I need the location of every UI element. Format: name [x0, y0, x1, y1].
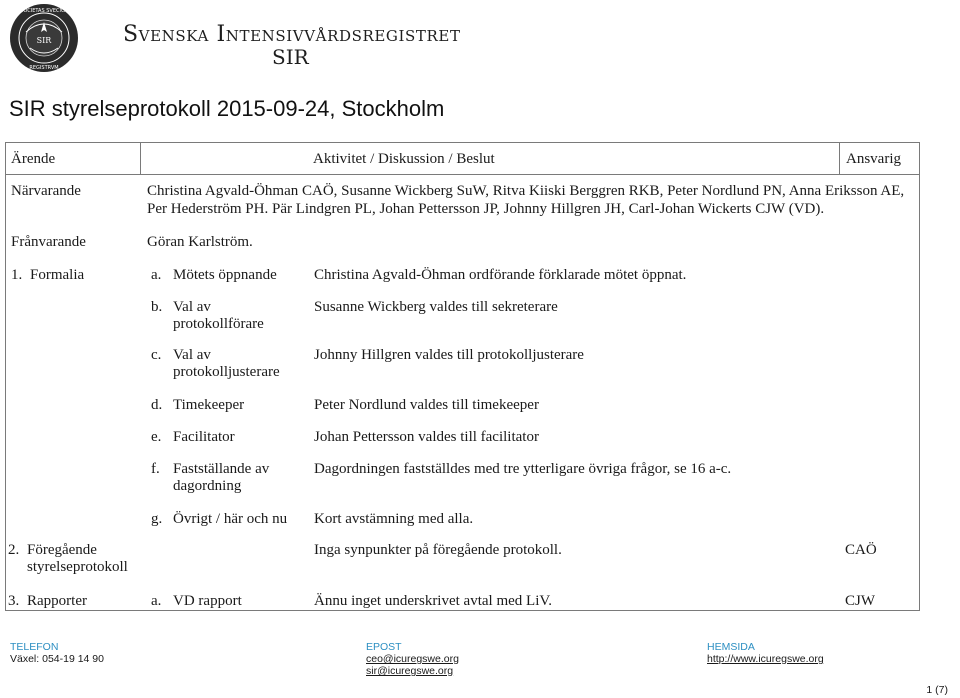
sub-item-title-line-1: Fastställande av	[173, 461, 270, 477]
item-text: Susanne Wickberg valdes till sekreterare	[314, 299, 558, 315]
narvarande-line-2: Per Hederström PH. Pär Lindgren PL, Johan Pettersson JP, Johnny Hillgren JH, Carl-Johan Wickerts CJW (VD).	[147, 201, 825, 217]
email-link-sir[interactable]: sir@icuregswe.org	[366, 665, 454, 677]
sub-item-title: Övrigt / här och nu	[173, 511, 288, 527]
footer-hemsida	[707, 641, 824, 665]
footer-epost-label: EPOST	[366, 641, 402, 653]
sub-item-title-line-1: Val av	[173, 347, 211, 363]
footer-epost	[366, 641, 459, 677]
item-text: Dagordningen fastställdes med tre ytterligare övriga frågor, se 16 a-c.	[314, 461, 732, 477]
item-responsible: CJW	[845, 593, 875, 609]
item-text: Peter Nordlund valdes till timekeeper	[314, 397, 539, 413]
document-title: SIR styrelseprotokoll 2015-09-24, Stockholm	[9, 96, 445, 121]
item-text: Johan Pettersson valdes till facilitator	[314, 429, 539, 445]
header-divider	[5, 174, 920, 175]
col-header-arende: Ärende	[11, 151, 56, 167]
sub-item-title-line-2: protokolljusterare	[173, 364, 280, 380]
sub-item-title: Mötets öppnande	[173, 267, 277, 283]
item-text: Christina Agvald-Öhman ordförande förklarade mötet öppnat.	[314, 267, 687, 283]
item-title: Formalia	[30, 267, 85, 283]
narvarande-line-1: Christina Agvald-Öhman CAÖ, Susanne Wickberg SuW, Ritva Kiiski Berggren RKB, Peter Nordlund PN, Anna Eriksson AE,	[147, 183, 905, 199]
item-text: Inga synpunkter på föregående protokoll.	[314, 542, 562, 558]
item-title: Rapporter	[27, 593, 87, 609]
email-link-ceo[interactable]: ceo@icuregswe.org	[366, 653, 459, 665]
label-narvarande: Närvarande	[11, 183, 81, 199]
sub-item-title-line-2: dagordning	[173, 478, 242, 494]
sub-item-title: Timekeeper	[173, 397, 245, 413]
item-number: 2.	[8, 542, 20, 558]
column-divider-2	[839, 142, 840, 174]
footer-telefon-value: Växel: 054-19 14 90	[10, 653, 104, 665]
column-divider-1	[140, 142, 141, 174]
sub-item-letter: b.	[151, 299, 163, 315]
sub-item-title-line-1: Val av	[173, 299, 211, 315]
col-header-ansvarig: Ansvarig	[846, 151, 901, 167]
footer-telefon	[10, 641, 104, 665]
footer-telefon-label: TELEFON	[10, 641, 59, 653]
org-abbrev: SIR	[272, 45, 309, 69]
item-text: Ännu inget underskrivet avtal med LiV.	[314, 593, 553, 609]
col-header-aktivitet: Aktivitet / Diskussion / Beslut	[313, 151, 495, 167]
sub-item-letter: f.	[151, 461, 160, 477]
sub-item-title: VD rapport	[173, 593, 242, 609]
svg-text:SIR: SIR	[36, 36, 52, 45]
item-title-line-1: Föregående	[27, 542, 97, 558]
sub-item-letter: g.	[151, 511, 163, 527]
item-responsible: CAÖ	[845, 542, 877, 558]
item-text: Johnny Hillgren valdes till protokolljusterare	[314, 347, 584, 363]
org-name: Svenska Intensivvårdsregistret	[123, 22, 461, 47]
website-link[interactable]: http://www.icuregswe.org	[707, 653, 824, 665]
item-title-line-2: styrelseprotokoll	[27, 559, 128, 575]
sub-item-letter: a.	[151, 593, 162, 609]
sub-item-letter: d.	[151, 397, 163, 413]
sub-item-letter: e.	[151, 429, 162, 445]
society-seal-logo	[8, 2, 80, 74]
sub-item-letter: c.	[151, 347, 162, 363]
franvarande-value: Göran Karlström.	[147, 234, 253, 250]
svg-text:REGISTRVM: REGISTRVM	[29, 65, 59, 71]
footer-hemsida-label: HEMSIDA	[707, 641, 755, 653]
label-franvarande: Frånvarande	[11, 234, 86, 250]
svg-text:SOCIETAS SVECICA: SOCIETAS SVECICA	[20, 8, 68, 14]
sub-item-letter: a.	[151, 267, 162, 283]
sub-item-title: Facilitator	[173, 429, 235, 445]
item-text: Kort avstämning med alla.	[314, 511, 474, 527]
sub-item-title-line-2: protokollförare	[173, 316, 264, 332]
item-number: 3.	[8, 593, 20, 609]
item-number: 1.	[11, 267, 23, 283]
page-number: 1 (7)	[926, 684, 948, 696]
